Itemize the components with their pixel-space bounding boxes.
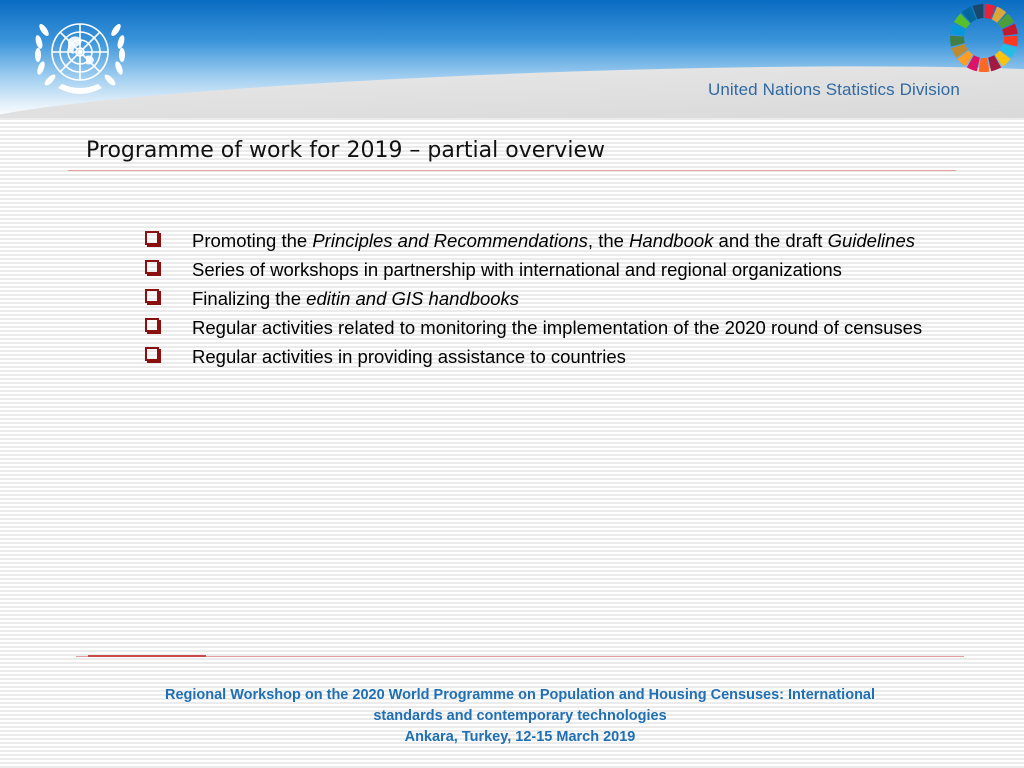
bullet-text: , the bbox=[587, 230, 630, 251]
square-bullet-icon bbox=[145, 318, 159, 332]
square-bullet-icon bbox=[145, 260, 159, 274]
footer-line-2: standards and contemporary technologies bbox=[373, 708, 667, 724]
square-bullet-icon bbox=[145, 231, 159, 245]
sdg-wheel-icon bbox=[948, 2, 1020, 74]
un-emblem-icon bbox=[28, 10, 132, 100]
slide-title: Programme of work for 2019 – partial overview bbox=[86, 138, 605, 163]
bullet-text: Handbook bbox=[629, 230, 714, 251]
bullet-item bbox=[140, 344, 960, 369]
bullet-item bbox=[140, 228, 960, 253]
bullet-text: and the draft bbox=[713, 230, 828, 251]
sdg-wheel-segment bbox=[979, 58, 990, 72]
bullet-list bbox=[140, 228, 960, 373]
bullet-item bbox=[140, 286, 960, 311]
title-divider bbox=[68, 170, 956, 171]
bullet-item bbox=[140, 315, 960, 340]
footer-divider-accent bbox=[88, 655, 206, 657]
bullet-text: editin and GIS handbooks bbox=[306, 288, 520, 309]
bullet-text: Principles and Recommendations bbox=[312, 230, 588, 251]
footer-line-3: Ankara, Turkey, 12-15 March 2019 bbox=[404, 729, 636, 745]
bullet-item bbox=[140, 257, 960, 282]
footer-divider bbox=[76, 656, 964, 657]
division-name: United Nations Statistics Division bbox=[708, 80, 960, 99]
square-bullet-icon bbox=[145, 289, 159, 303]
square-bullet-icon bbox=[145, 347, 159, 361]
bullet-text: Promoting the bbox=[192, 230, 313, 251]
footer bbox=[80, 685, 960, 748]
bullet-text: Regular activities related to monitoring the implementation of the 2020 round of censuses bbox=[192, 317, 923, 338]
footer-line-1: Regional Workshop on the 2020 World Programme on Population and Housing Censuses: International bbox=[164, 687, 876, 703]
bullet-text: Series of workshops in partnership with international and regional organizations bbox=[192, 259, 842, 280]
slide-header bbox=[0, 0, 1024, 118]
bullet-text: Guidelines bbox=[827, 230, 915, 251]
bullet-text: Regular activities in providing assistance to countries bbox=[192, 346, 626, 367]
bullet-text: Finalizing the bbox=[192, 288, 307, 309]
